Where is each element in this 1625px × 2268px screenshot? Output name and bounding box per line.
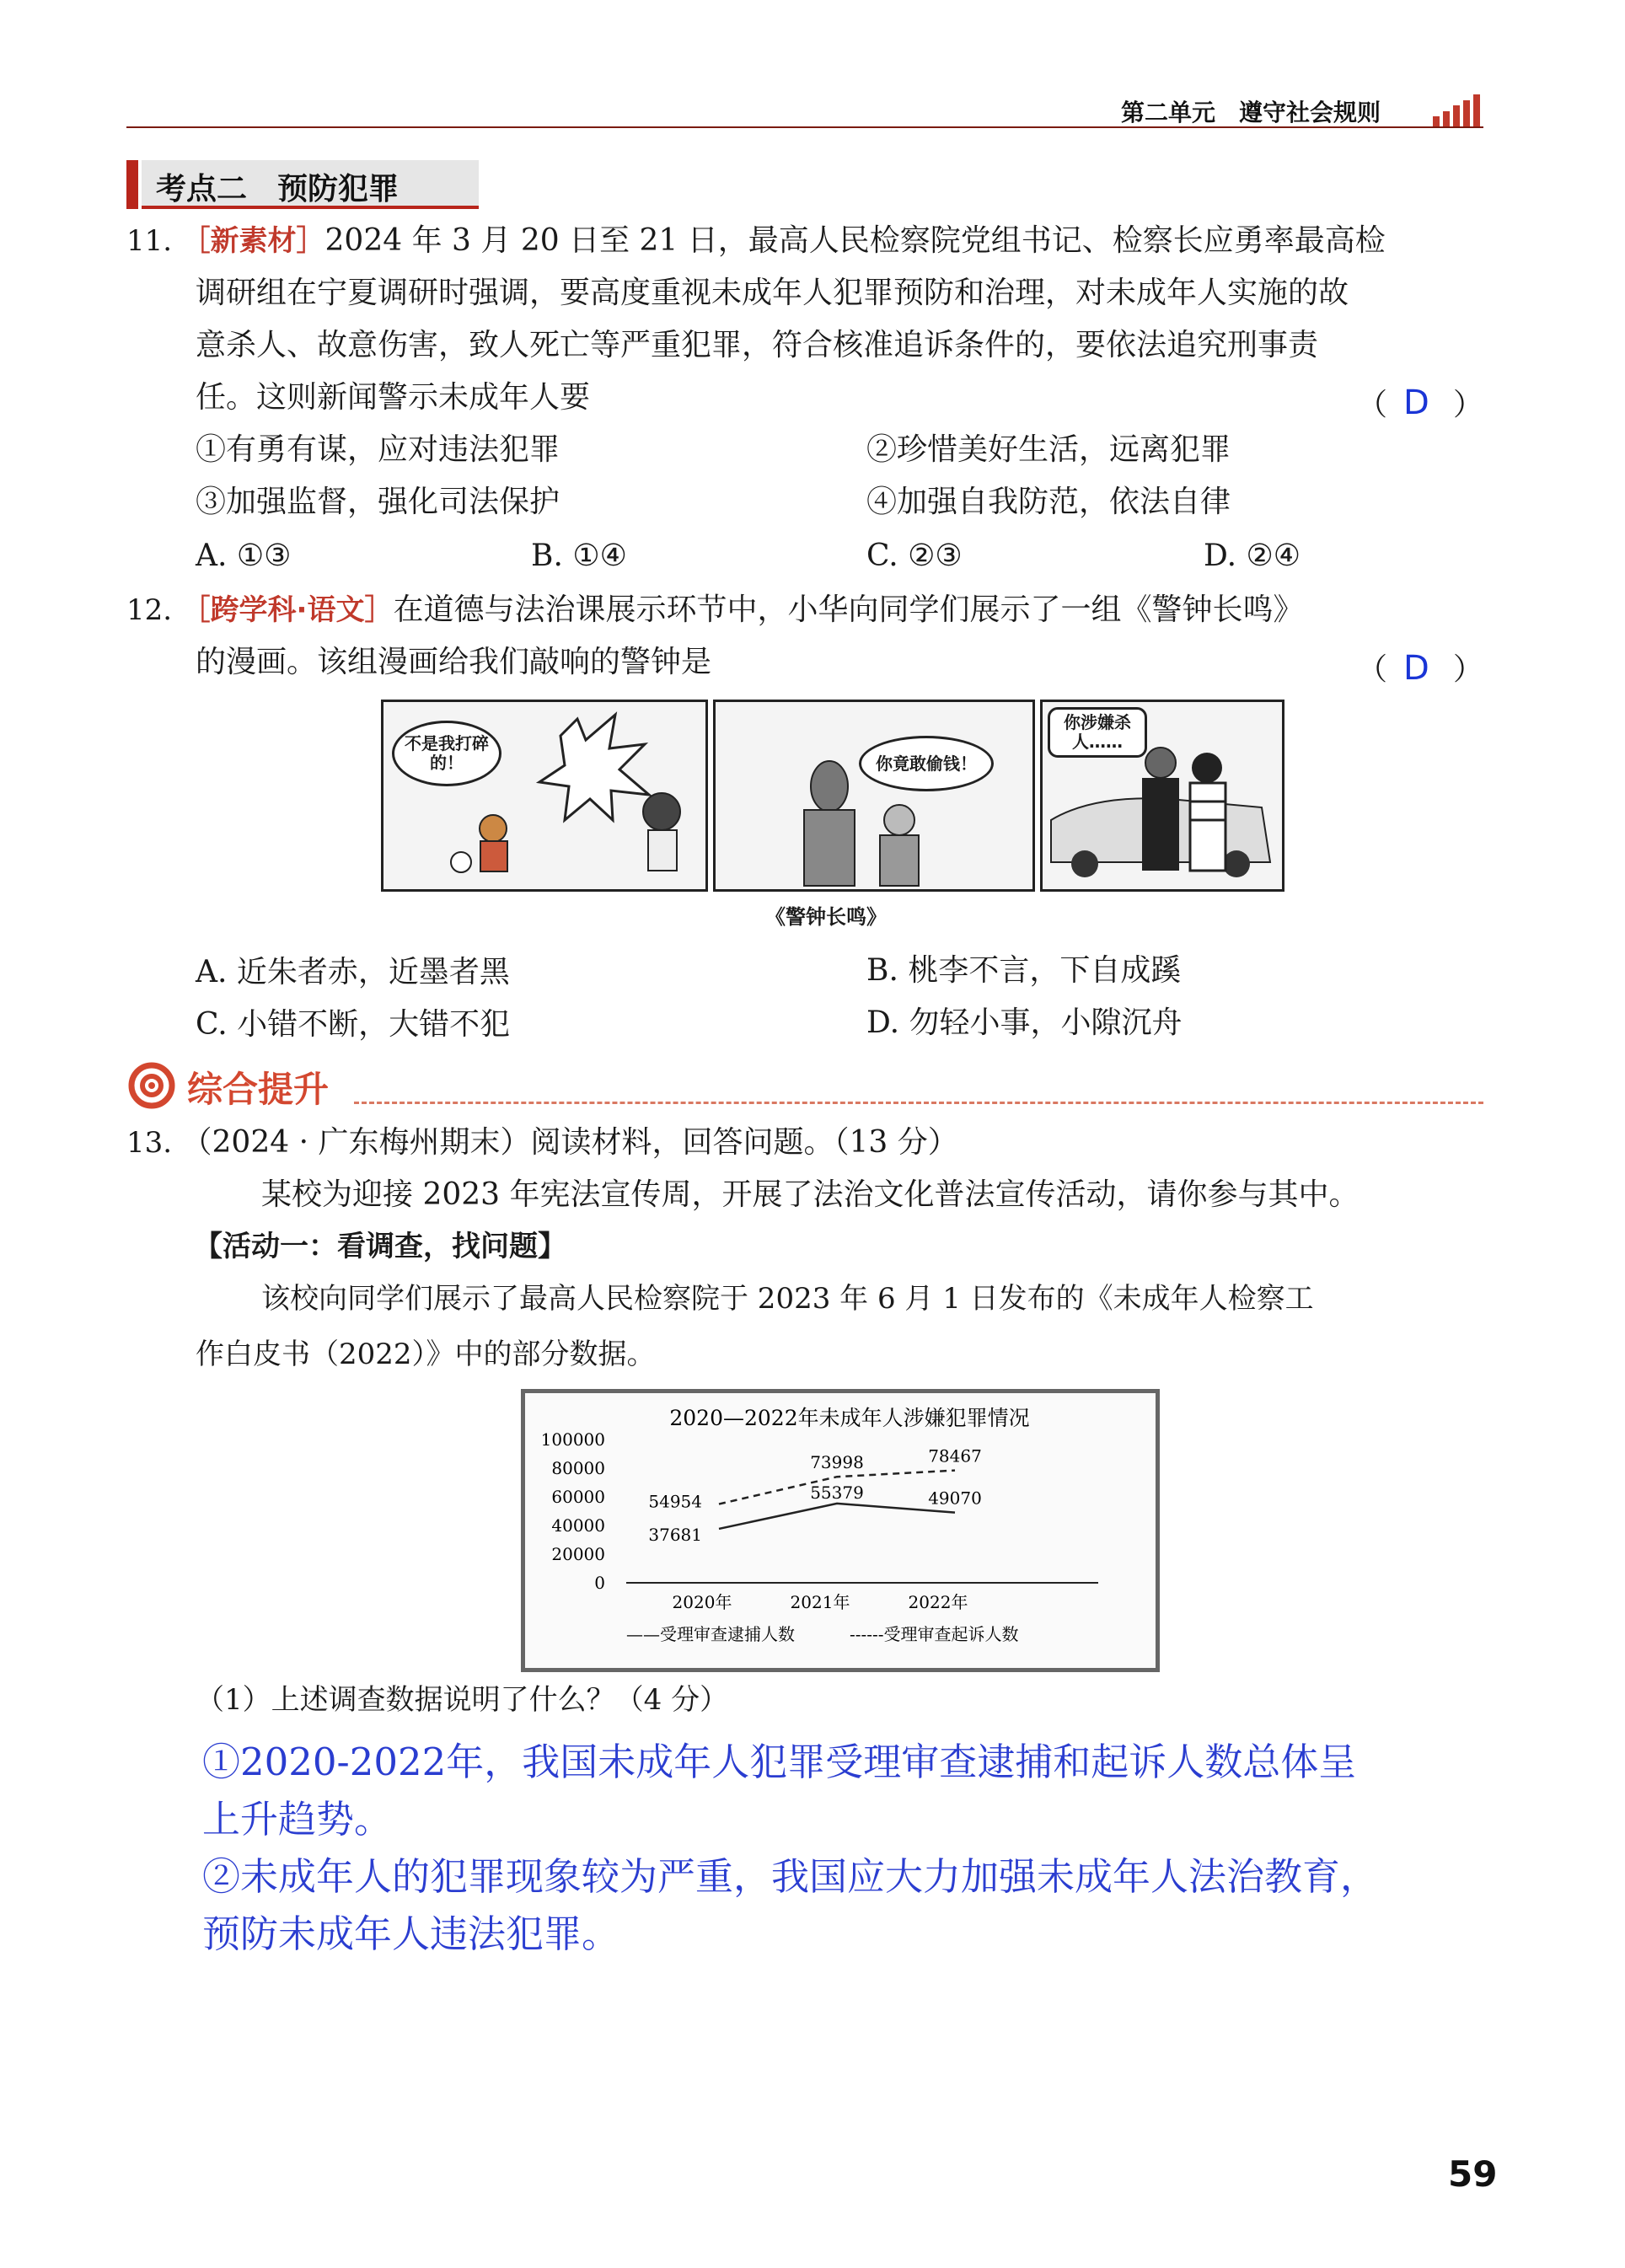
- question-tag: ［新素材］: [181, 224, 325, 258]
- question-number: 13.: [126, 1126, 173, 1160]
- data-label: 49070: [928, 1488, 982, 1509]
- option-d: D. 勿轻小事，小隙沉舟: [866, 1005, 1183, 1040]
- data-label: 37681: [648, 1524, 702, 1545]
- line-chart: [525, 1393, 1156, 1668]
- speech-bubble: 不是我打碎的！: [392, 721, 501, 786]
- option-a: A. 近朱者赤，近墨者黑: [196, 955, 510, 989]
- header-bars-icon: [1433, 94, 1483, 128]
- legend-entry-solid: ——受理审查逮捕人数: [626, 1624, 795, 1644]
- x-tick-label: 2022年: [908, 1592, 968, 1612]
- option-c: C. 小错不断，大错不犯: [196, 1007, 511, 1042]
- y-tick-label: 40000: [551, 1515, 605, 1536]
- answer-handwritten: D: [1403, 383, 1429, 422]
- activity-1-title: 【活动一：看调查，找问题】: [194, 1230, 566, 1263]
- section-title-zonghe: 综合提升: [187, 1069, 330, 1110]
- y-tick-label: 20000: [551, 1544, 605, 1564]
- item-2: ②珍惜美好生活，远离犯罪: [866, 432, 1231, 467]
- answer-paren-open: （: [1357, 652, 1388, 687]
- y-tick-label: 60000: [551, 1487, 605, 1507]
- activity-1-desc-1: 该校向同学们展示了最高人民检察院于 2023 年 6 月 1 日发布的《未成年人检察工: [261, 1282, 1314, 1316]
- header-unit: 第二单元: [1121, 99, 1216, 126]
- option-b: B. 桃李不言，下自成蹊: [866, 953, 1182, 988]
- question-11-line-3: 意杀人、故意伤害，致人死亡等严重犯罪，符合核准追诉条件的，要依法追究刑事责: [196, 328, 1319, 362]
- comic-illustration-1: [383, 702, 708, 892]
- comic-panel-1: [381, 700, 708, 892]
- data-label: 78467: [928, 1445, 982, 1466]
- data-label: 54954: [648, 1491, 702, 1512]
- header-rule: [126, 126, 1483, 128]
- handwritten-answer-line-2: 上升趋势。: [202, 1797, 393, 1842]
- chart-title: 2020—2022年未成年人涉嫌犯罪情况: [669, 1406, 1030, 1430]
- target-icon: [126, 1060, 177, 1111]
- question-text: 2024 年 3 月 20 日至 21 日，最高人民检察院党组书记、检察长应勇率最高检: [324, 223, 1386, 258]
- item-3: ③加强监督，强化司法保护: [196, 485, 560, 519]
- handwritten-answer-line-1: ①2020-2022年，我国未成年人犯罪受理审查逮捕和起诉人数总体呈: [202, 1740, 1357, 1784]
- data-label: 55379: [810, 1482, 864, 1503]
- question-12-line-2: 的漫画。该组漫画给我们敲响的警钟是: [196, 645, 712, 679]
- question-tag: ［跨学科·语文］: [181, 593, 394, 627]
- handwritten-answer-line-3: ②未成年人的犯罪现象较为严重，我国应大力加强未成年人法治教育，: [202, 1854, 1379, 1899]
- option-a: A. ①③: [196, 539, 292, 573]
- question-text: 在道德与法治课展示环节中，小华向同学们展示了一组《警钟长鸣》: [393, 592, 1304, 627]
- item-4: ④加强自我防范，依法自律: [866, 485, 1231, 519]
- chart-frame: [521, 1389, 1160, 1672]
- comic-illustration-2: [716, 702, 1035, 892]
- answer-handwritten: D: [1403, 649, 1429, 688]
- answer-paren-close: ）: [1453, 652, 1484, 687]
- question-source: （2024 · 广东梅州期末）阅读材料，回答问题。（13 分）: [181, 1125, 958, 1160]
- comic-illustration-3: [1043, 702, 1284, 892]
- section-marker: [126, 160, 138, 209]
- y-tick-label: 80000: [551, 1458, 605, 1478]
- question-number: 12.: [126, 593, 173, 627]
- question-intro: 某校为迎接 2023 年宪法宣传周，开展了法治文化普法宣传活动，请你参与其中。: [261, 1177, 1360, 1212]
- question-12-line-1: [126, 592, 1304, 627]
- y-tick-label: 100000: [540, 1429, 605, 1450]
- page-number: 59: [1448, 2153, 1498, 2195]
- question-13-line-1: [126, 1125, 958, 1160]
- section-divider: [354, 1102, 1483, 1104]
- item-1: ①有勇有谋，应对违法犯罪: [196, 432, 560, 467]
- header-chapter: 遵守社会规则: [1239, 99, 1381, 126]
- option-c: C. ②③: [866, 539, 963, 573]
- answer-paren-open: （: [1357, 388, 1388, 422]
- option-d: D. ②④: [1204, 539, 1301, 573]
- header-title: [1121, 94, 1381, 128]
- question-11-line-4: 任。这则新闻警示未成年人要: [196, 380, 591, 415]
- question-number: 11.: [126, 224, 173, 258]
- speech-bubble: 你涉嫌杀人……: [1048, 707, 1147, 758]
- question-11-line-1: [126, 223, 1386, 258]
- comic-panel-3: [1040, 700, 1284, 892]
- option-b: B. ①④: [531, 539, 627, 573]
- data-label: 73998: [810, 1452, 864, 1473]
- legend-entry-dashed: ------受理审查起诉人数: [850, 1624, 1019, 1644]
- x-tick-label: 2021年: [790, 1592, 850, 1612]
- question-11-line-2: 调研组在宁夏调研时强调，要高度重视未成年人犯罪预防和治理，对未成年人实施的故: [196, 276, 1349, 310]
- sub-question-1: （1）上述调查数据说明了什么？（4 分）: [196, 1683, 729, 1717]
- y-tick-label: 0: [594, 1573, 605, 1593]
- activity-1-desc-2: 作白皮书（2022）》中的部分数据。: [196, 1338, 656, 1371]
- handwritten-answer-line-4: 预防未成年人违法犯罪。: [202, 1911, 620, 1956]
- x-tick-label: 2020年: [672, 1592, 732, 1612]
- section-title: 考点二 预防犯罪: [156, 172, 400, 206]
- series-line: [719, 1504, 955, 1529]
- comic-panel-2: [713, 700, 1035, 892]
- answer-paren-close: ）: [1453, 388, 1484, 422]
- speech-bubble: 你竟敢偷钱！: [859, 736, 994, 791]
- comic-caption: 《警钟长鸣》: [765, 905, 887, 929]
